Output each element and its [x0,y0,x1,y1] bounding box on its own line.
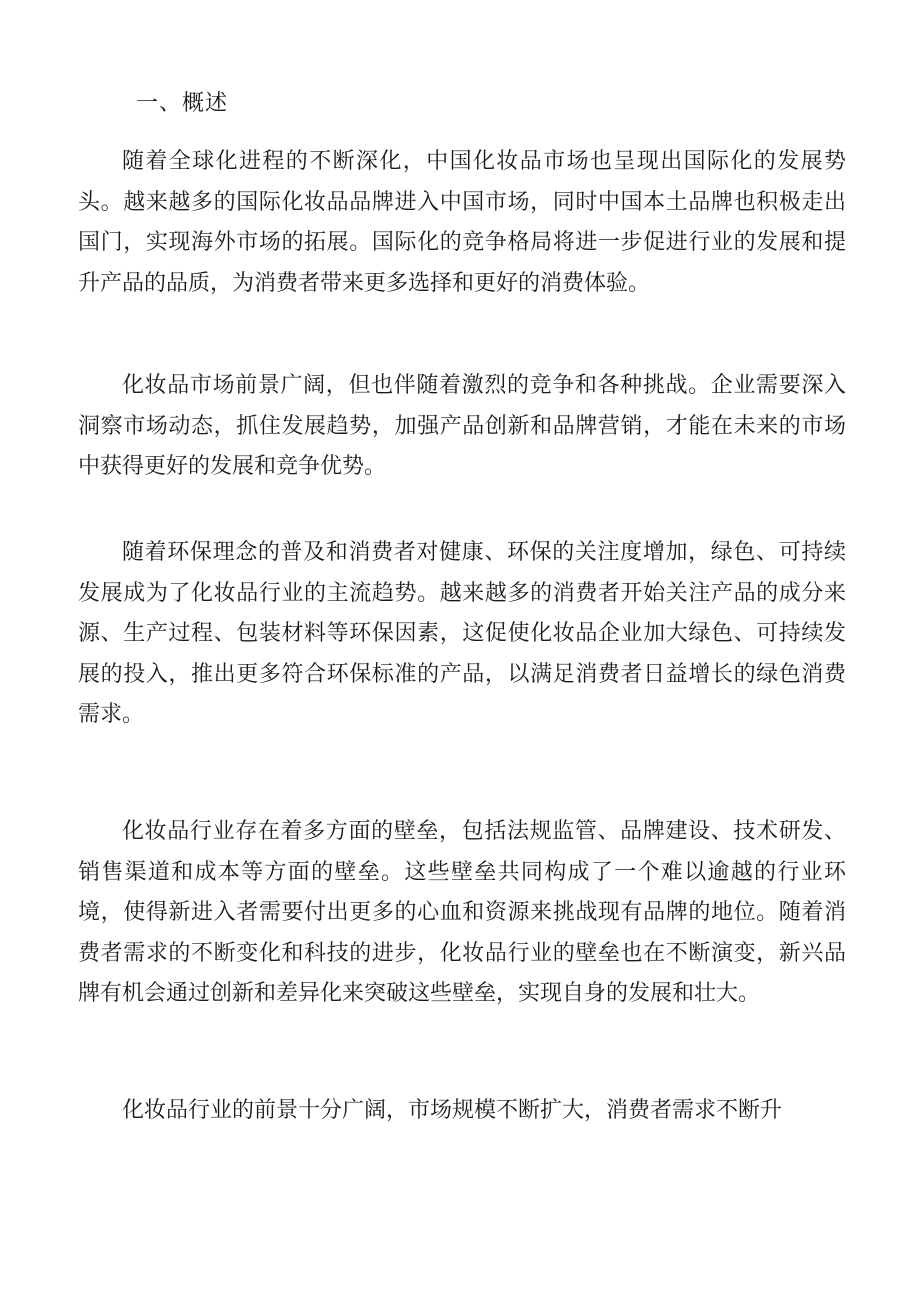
paragraph-industry-prospects: 化妆品行业的前景十分广阔，市场规模不断扩大，消费者需求不断升 [122,1098,783,1123]
paragraph-industry-barriers: 化妆品行业存在着多方面的壁垒，包括法规监管、品牌建设、技术研发、销售渠道和成本等方面的壁垒。这些壁垒共同构成了一个难以逾越的行业环境，使得新进入者需要付出更多的心血和资源来挑战现有品牌的地位。随着消费者需求的不断变化和科技的进步，化妆品行业的壁垒也在不断演变，新兴品牌有机会通过创新和差异化来突破这些壁垒，实现自身的发展和壮大。 [78,819,846,1006]
paragraph-globalization: 随着全球化进程的不断深化，中国化妆品市场也呈现出国际化的发展势头。越来越多的国际化妆品品牌进入中国市场，同时中国本土品牌也积极走出国门，实现海外市场的拓展。国际化的竞争格局将进一步促进行业的发展和提升产品的品质，为消费者带来更多选择和更好的消费体验。 [78,149,846,296]
paragraph-green-trend: 随着环保理念的普及和消费者对健康、环保的关注度增加，绿色、可持续发展成为了化妆品行业的主流趋势。越来越多的消费者开始关注产品的成分来源、生产过程、包装材料等环保因素，这促使化妆品企业加大绿色、可持续发展的投入，推出更多符合环保标准的产品，以满足消费者日益增长的绿色消费需求。 [78,540,846,727]
paragraph-market-outlook: 化妆品市场前景广阔，但也伴随着激烈的竞争和各种挑战。企业需要深入洞察市场动态，抓住发展趋势，加强产品创新和品牌营销，才能在未来的市场中获得更好的发展和竞争优势。 [78,373,846,479]
section-heading: 一、概述 [136,91,229,116]
